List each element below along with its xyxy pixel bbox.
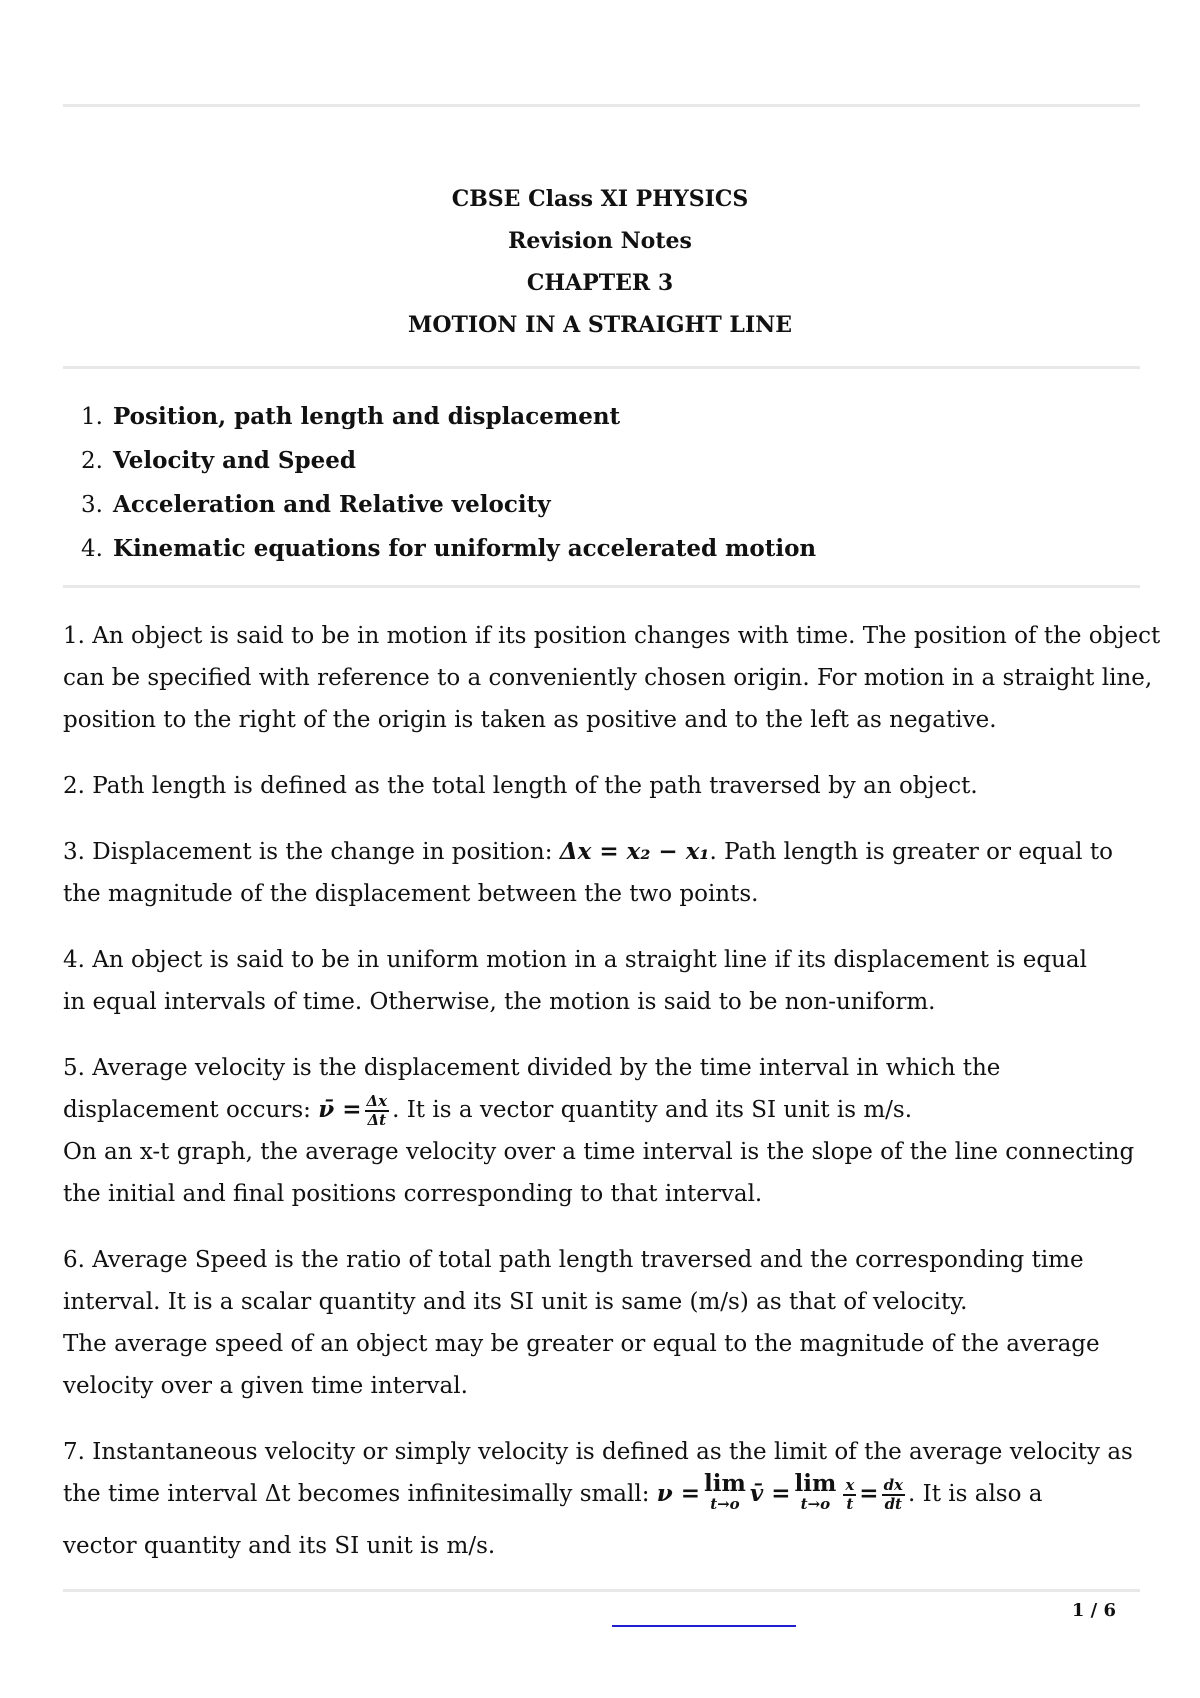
paragraph-2: 2. Path length is defined as the total length of the path traversed by an object. <box>63 773 978 799</box>
paragraph-3: 3. Displacement is the change in position: Δx = x₂ − x₁. Path length is greater or equal to the magnitude of the displacement between the two points. <box>63 838 1113 907</box>
list-item: 4. Kinematic equations for uniformly accelerated motion <box>81 535 817 562</box>
paragraph-6: 6. Average Speed is the ratio of total path length traversed and the corresponding time interval. It is a scalar quantity and its SI unit is same (m/s) as that of velocity. The average speed of an object may be greater or equal to the magnitude of the average velocity over a given time interval. <box>63 1247 1100 1399</box>
document-header <box>0 178 1200 346</box>
chapter-number: CHAPTER 3 <box>526 270 674 296</box>
notes-body <box>63 615 1161 1591</box>
paragraph-7: 7. Instantaneous velocity or simply velocity is defined as the limit of the average velocity as the time interval Δt becomes infinitesimally small: ν = lim t→o v̄ = lim t→o $\frac{x}{t}$ = $\frac{dx}{dt}$ . It is also a vector quantity and its SI unit is m/s. <box>63 1439 1133 1559</box>
footer-link-underline[interactable] <box>612 1625 796 1627</box>
paragraph-5: 5. Average velocity is the displacement divided by the time interval in which the displacement occurs: ν̄ = $\frac{\Delta x}{\Delta t}$ . It is a vector quantity and its SI unit is m/s. On an x-t graph, the average velocity over a time interval is the slope of the line connecting the initial and final positions corresponding to that interval. <box>63 1055 1135 1207</box>
list-item: 3. Acceleration and Relative velocity <box>81 491 551 518</box>
fraction: $\frac{x}{t}$ <box>845 1476 855 1513</box>
average-velocity-equation: ν̄ = <box>318 1096 362 1123</box>
fraction: $\frac{\Delta x}{\Delta t}$ <box>366 1092 388 1129</box>
paragraph-4: 4. An object is said to be in uniform motion in a straight line if its displacement is equal in equal intervals of time. Otherwise, the motion is said to be non-uniform. <box>63 947 1088 1015</box>
top-divider <box>63 104 1140 107</box>
topic-list <box>63 395 816 571</box>
page-number: 1 / 6 <box>1071 1600 1116 1621</box>
limit-operator: lim t→o <box>794 1470 837 1513</box>
fraction: $\frac{dx}{dt}$ <box>883 1476 903 1513</box>
limit-operator: lim t→o <box>704 1470 746 1513</box>
header-divider <box>63 366 1140 369</box>
displacement-equation: Δx = x₂ − x₁ <box>559 838 710 865</box>
notes-title: Revision Notes <box>508 228 692 254</box>
paragraph-1: 1. An object is said to be in motion if its position changes with time. The position of the object can be specified with reference to a conveniently chosen origin. For motion in a straight line, position to the right of the origin is taken as positive and to the left as negative. <box>63 623 1161 733</box>
list-item: 1. Position, path length and displacement <box>81 403 621 430</box>
list-item: 2. Velocity and Speed <box>81 447 356 474</box>
footer-divider <box>63 1589 1140 1592</box>
chapter-title: MOTION IN A STRAIGHT LINE <box>407 312 793 338</box>
toc-divider <box>63 585 1140 588</box>
course-title: CBSE Class XI PHYSICS <box>451 186 749 212</box>
instantaneous-velocity-equation: ν = <box>656 1480 701 1507</box>
